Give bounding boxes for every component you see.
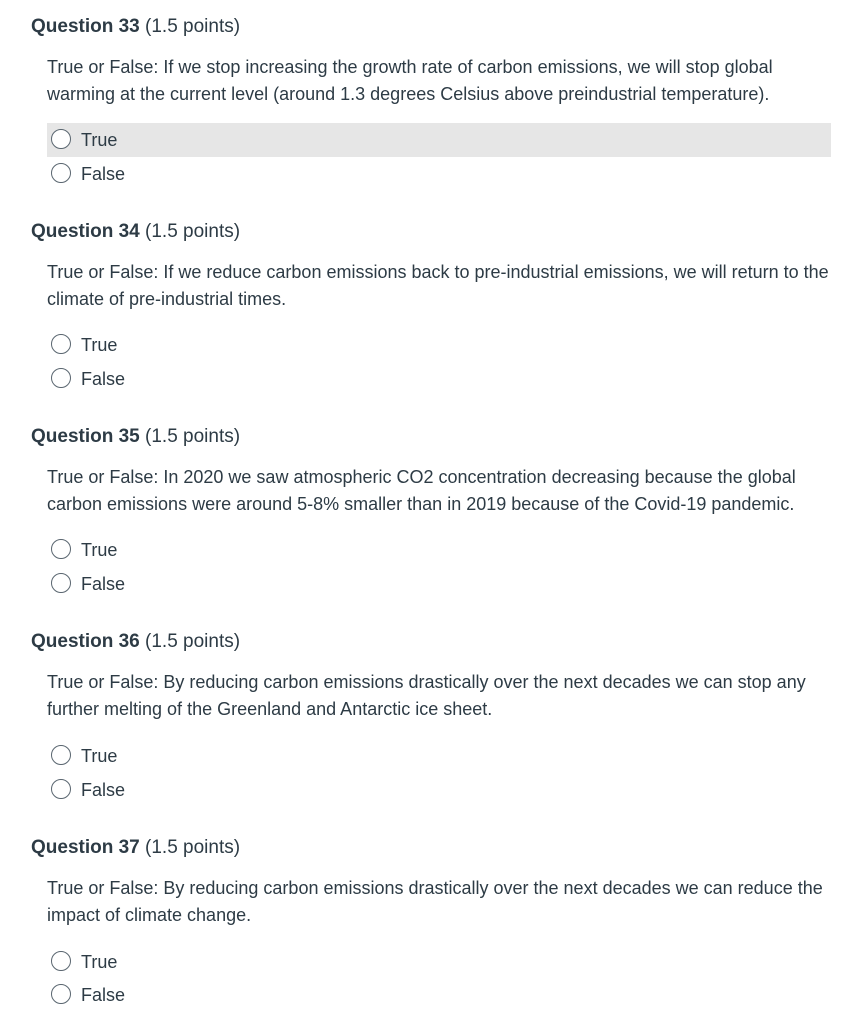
answer-label: False [81, 164, 126, 184]
question-number: Question 35 [31, 426, 140, 447]
answer-option-false[interactable] [47, 362, 831, 396]
radio-button[interactable] [51, 129, 71, 149]
question-points: (1.5 points) [145, 631, 241, 652]
radio-button[interactable] [51, 951, 71, 971]
question-points: (1.5 points) [145, 837, 241, 858]
question-points: (1.5 points) [145, 16, 241, 37]
radio-button[interactable] [51, 334, 71, 354]
question-number: Question 33 [31, 16, 140, 37]
question-header [31, 424, 240, 450]
radio-button[interactable] [51, 573, 71, 593]
answer-option-false[interactable] [47, 567, 831, 601]
radio-button[interactable] [51, 163, 71, 183]
question-text: True or False: If we reduce carbon emissions back to pre-industrial emissions, we will return to the climate of pre-industrial times. [47, 262, 829, 309]
question-points: (1.5 points) [145, 426, 241, 447]
answer-option-true[interactable] [47, 945, 831, 979]
answer-option-true[interactable] [47, 739, 831, 773]
radio-button[interactable] [51, 368, 71, 388]
question-header [31, 14, 240, 40]
question-header [31, 835, 240, 861]
answer-option-true[interactable] [47, 328, 831, 362]
answer-label: False [81, 369, 126, 389]
question-number: Question 37 [31, 837, 140, 858]
question-text: True or False: If we stop increasing the growth rate of carbon emissions, we will stop global warming at the current level (around 1.3 degrees Celsius above preindustrial temperature). [47, 57, 773, 104]
question-number: Question 34 [31, 221, 140, 242]
answer-label: True [81, 952, 118, 972]
question-text: True or False: In 2020 we saw atmospheric CO2 concentration decreasing because the global carbon emissions were around 5-8% smaller than in 2019 because of the Covid-19 pandemic. [47, 467, 796, 514]
radio-button[interactable] [51, 779, 71, 799]
answer-label: False [81, 780, 126, 800]
answer-label: True [81, 130, 118, 150]
answer-label: False [81, 574, 126, 594]
question-header [31, 629, 240, 655]
radio-button[interactable] [51, 745, 71, 765]
answer-option-false[interactable] [47, 773, 831, 807]
radio-button[interactable] [51, 984, 71, 1004]
answer-option-false[interactable] [47, 157, 831, 191]
question-points: (1.5 points) [145, 221, 241, 242]
answer-option-false[interactable] [47, 978, 831, 1012]
radio-button[interactable] [51, 539, 71, 559]
answer-label: False [81, 985, 126, 1005]
answer-label: True [81, 540, 118, 560]
question-number: Question 36 [31, 631, 140, 652]
question-text: True or False: By reducing carbon emissions drastically over the next decades we can reduce the impact of climate change. [47, 878, 823, 925]
answer-label: True [81, 746, 118, 766]
answer-option-true[interactable] [47, 123, 831, 157]
question-text: True or False: By reducing carbon emissions drastically over the next decades we can stop any further melting of the Greenland and Antarctic ice sheet. [47, 672, 806, 719]
answer-option-true[interactable] [47, 533, 831, 567]
answer-label: True [81, 335, 118, 355]
question-header [31, 219, 240, 245]
